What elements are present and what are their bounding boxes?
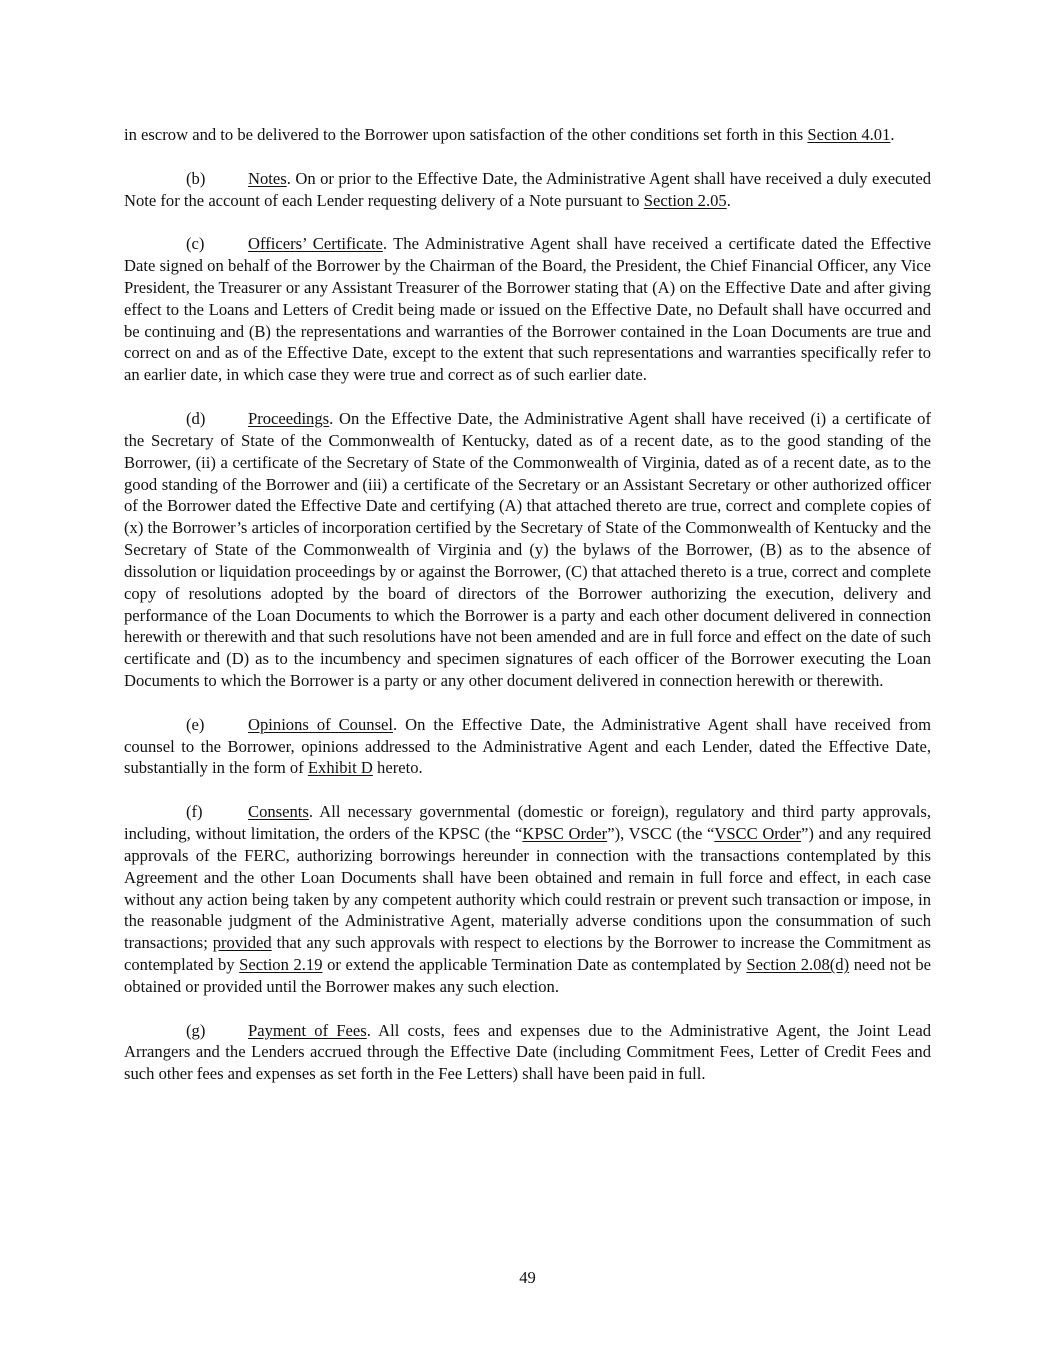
paragraph-label: (e) [186,714,205,734]
paragraph-label: (d) [186,408,206,428]
paragraph-b: (b) Notes. On or prior to the Effective Date, the Administrative Agent shall have received a duly executed Note for the account of each Lender requesting delivery of a Note pursuant to Section 2.05. [124,168,931,210]
paragraph-intro: in escrow and to be delivered to the Borrower upon satisfaction of the other conditions set forth in this Section 4.01. [124,125,895,144]
paragraph-d: (d) Proceedings. On the Effective Date, the Administrative Agent shall have received (i) a certificate of the Secretary of State of the Commonwealth of Kentucky, dated as of a recent date, as to the good standing of the Borrower, (ii) a certificate of the Secretary of State of the Commonwealth of Virginia, dated as of a recent date, as to the good standing of the Borrower and (iii) a certificate of the Secretary or an Assistant Secretary or other authorized officer of the Borrower dated the Effective Date and certifying (A) that attached thereto are true, correct and complete copies of (x) the Borrower’s articles of incorporation certified by the Secretary of State of the Commonwealth of Kentucky and the Secretary of State of the Commonwealth of Virginia and (y) the bylaws of the Borrower, (B) as to the absence of dissolution or liquidation proceedings by or against the Borrower, (C) that attached thereto is a true, correct and complete copy of resolutions adopted by the board of directors of the Borrower authorizing the execution, delivery and performance of the Loan Documents to which the Borrower is a party and each other document delivered in connection herewith or therewith and that such resolutions have not been amended and are in full force and effect on the date of such certificate and (D) as to the incumbency and specimen signatures of each officer of the Borrower executing the Loan Documents to which the Borrower is a party or any other document delivered in connection herewith or therewith. [124,408,931,691]
defined-term-kpsc-order: KPSC Order [522,824,608,843]
page-body [124,124,931,1107]
paragraph-heading: Notes [248,168,287,188]
paragraph-f: (f) Consents. All necessary governmental (domestic or foreign), regulatory and third party approvals, including, without limitation, the orders of the KPSC (the “KPSC Order”), VSCC (the “VSCC Order”) and any required approvals of the FERC, authorizing borrowings hereunder in connection with the transactions contemplated by this Agreement and the other Loan Documents shall have been obtained and remain in full force and effect, in each case without any action being taken by any competent authority which could restrain or prevent such transaction or impose, in the reasonable judgment of the Administrative Agent, materially adverse conditions upon the consummation of such transactions; provided that any such approvals with respect to elections by the Borrower to increase the Commitment as contemplated by Section 2.19 or extend the applicable Termination Date as contemplated by Section 2.08(d) need not be obtained or provided until the Borrower makes any such election. [124,802,932,996]
paragraph-label: (f) [186,802,203,822]
paragraph-label: (b) [186,168,206,188]
paragraph-label: (c) [186,234,205,254]
exhibit-reference: Exhibit D [307,758,373,778]
paragraph-e: (e) Opinions of Counsel. On the Effective Date, the Administrative Agent shall have received from counsel to the Borrower, opinions addressed to the Administrative Agent and each Lender, dated the Effective Date, substantially in the form of Exhibit D hereto. [124,714,931,778]
paragraph-heading: Consents [248,802,309,822]
paragraph-heading: Payment of Fees [248,1020,367,1040]
paragraph-c: (c) Officers’ Certificate. The Administrative Agent shall have received a certificate dated the Effective Date signed on behalf of the Borrower by the Chairman of the Board, the President, the Chief Financial Officer, any Vice President, the Treasurer or any Assistant Treasurer of the Borrower stating that (A) on the Effective Date and after giving effect to the Loans and Letters of Credit being made or issued on the Effective Date, no Default shall have occurred and be continuing and (B) the representations and warranties of the Borrower contained in the Loan Documents are true and correct on and as of the Effective Date, except to the extent that such representations and warranties specifically refer to an earlier date, in which case they were true and correct as of such earlier date. [124,234,932,385]
section-reference: Section 2.05 [643,190,727,210]
paragraph-heading: Opinions of Counsel [248,714,393,734]
page-number: 49 [519,1268,536,1287]
paragraph-label: (g) [186,1020,206,1040]
defined-term-vscc-order: VSCC Order [714,824,802,843]
section-reference: Section 2.08(d) [746,955,850,975]
paragraph-heading: Proceedings [248,408,330,428]
proviso-term: provided [212,933,272,953]
section-reference: Section 2.19 [239,955,323,975]
section-reference: Section 4.01 [807,125,891,144]
paragraph-heading: Officers’ Certificate [248,234,383,254]
paragraph-g: (g) Payment of Fees. All costs, fees and expenses due to the Administrative Agent, the Joint Lead Arrangers and the Lenders accrued through the Effective Date (including Commitment Fees, Letter of Credit Fees and such other fees and expenses as set forth in the Fee Letters) shall have been paid in full. [124,1020,931,1084]
